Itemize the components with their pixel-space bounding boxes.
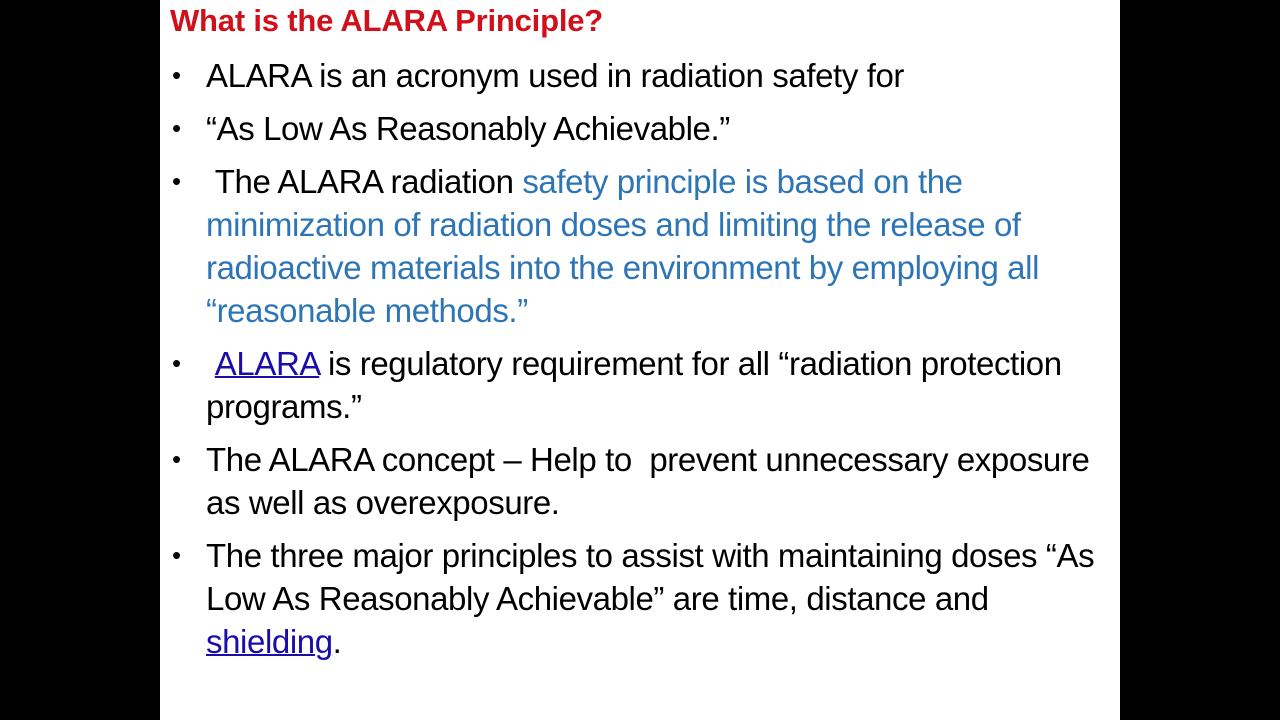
bullet-rest-text: is regulatory requirement for all “radiation protection programs.” (206, 345, 1062, 425)
bullet-icon: • (172, 540, 181, 570)
highlighted-text: safety principle is based on the minimization of radiation doses and limiting the release of radioactive materials into the environment by employing all “reasonable methods.” (206, 163, 1039, 329)
bullet-item (160, 160, 1120, 332)
bullet-icon: • (172, 60, 181, 90)
slide (160, 0, 1120, 720)
bullet-item (160, 534, 1120, 663)
bullet-item (160, 54, 1120, 97)
bullet-item (160, 438, 1120, 524)
bullet-icon: • (172, 113, 181, 143)
bullet-icon: • (172, 348, 181, 378)
bullet-rest-text: . (332, 623, 342, 660)
bullet-lead-text (206, 345, 215, 382)
bullet-item (160, 342, 1120, 428)
bullet-list (160, 54, 1120, 673)
bullet-lead-text: The three major principles to assist with maintaining doses “As Low As Reasonably Achievable” are time, distance and (206, 537, 1095, 617)
bullet-icon: • (172, 444, 181, 474)
slide-title: What is the ALARA Principle? (170, 3, 604, 38)
bullet-text: The ALARA concept – Help to prevent unnecessary exposure as well as overexposure. (206, 441, 1099, 521)
alara-link[interactable]: ALARA (214, 345, 320, 382)
bullet-text: ALARA is an acronym used in radiation safety for (206, 57, 905, 94)
bullet-item (160, 107, 1120, 150)
bullet-lead-text: The ALARA radiation (206, 163, 523, 200)
bullet-text: “As Low As Reasonably Achievable.” (206, 110, 730, 147)
bullet-icon: • (172, 166, 181, 196)
shielding-link[interactable]: shielding (206, 623, 333, 660)
